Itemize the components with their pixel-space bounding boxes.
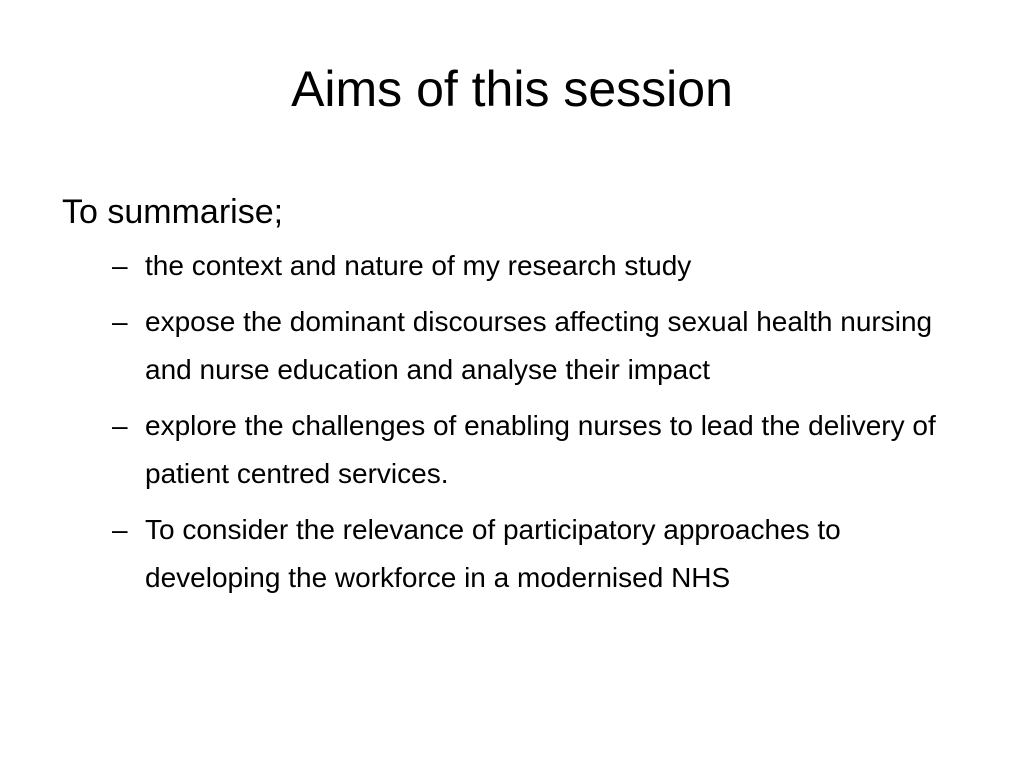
- aims-list: [62, 242, 962, 602]
- list-item: [112, 402, 962, 498]
- dash-bullet: –: [112, 250, 128, 281]
- list-item: [112, 242, 962, 290]
- list-item: [112, 298, 962, 394]
- list-item-text: expose the dominant discourses affecting sexual health nursing and nurse education and analyse their impact: [145, 306, 933, 385]
- dash-bullet: –: [112, 514, 128, 545]
- list-item-text: explore the challenges of enabling nurses to lead the delivery of patient centred services.: [145, 410, 936, 489]
- list-item-text: the context and nature of my research study: [145, 250, 692, 281]
- slide-title: Aims of this session: [291, 61, 733, 117]
- lead-text: To summarise;: [62, 193, 284, 231]
- dash-bullet: –: [112, 306, 128, 337]
- list-item: [112, 506, 962, 602]
- slide-body: [62, 190, 962, 610]
- dash-bullet: –: [112, 410, 128, 441]
- list-item-text: To consider the relevance of participatory approaches to developing the workforce in a modernised NHS: [145, 514, 841, 593]
